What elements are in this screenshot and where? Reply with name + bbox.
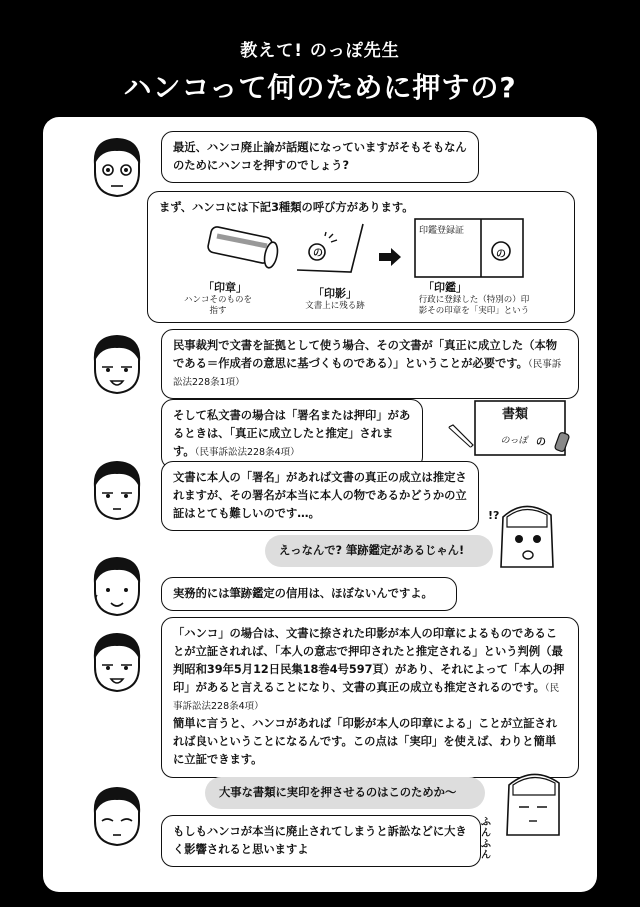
question-2-text: えっなんで? 筆跡鑑定があるじゃん!: [279, 544, 465, 557]
inkan-label: 「印鑑」: [423, 281, 467, 294]
surprise-sfx: !?: [488, 509, 500, 522]
document-title: 書類: [501, 407, 528, 422]
stamp-char: の: [313, 248, 323, 259]
intro-text: まず、ハンコには下記3種類の呼び方があります。: [159, 201, 414, 214]
inkan-card-left: 印鑑登録証: [419, 226, 465, 236]
question-1-text: 最近、ハンコ廃止論が話題になっていますがそもそもなんのためにハンコを押すのでしょう?: [173, 141, 467, 173]
answer-bubble-5: [161, 577, 457, 611]
question-bubble-1: [161, 131, 479, 183]
question-bubble-2: [265, 535, 493, 567]
man-face: [87, 134, 147, 200]
answer-2-source: （民事訴訟法228条1項）: [173, 359, 562, 389]
subtitle: 教えて! のっぽ先生: [240, 41, 400, 61]
document-stamp: の: [536, 437, 546, 448]
hanko-label: 「印章」: [203, 281, 247, 294]
man-face: [87, 553, 147, 619]
man-face: [87, 629, 147, 695]
nodding-sfx: ふんふん: [481, 817, 491, 861]
answer-bubble-6: [161, 617, 579, 778]
answer-5-text: 実務的には筆跡鑑定の信用は、ほぼないんですよ。: [173, 587, 433, 600]
hanko-desc: ハンコそのものを指す: [183, 295, 252, 317]
man-face: [87, 783, 147, 849]
hanko-illustration: [203, 222, 283, 274]
woman-face: [499, 763, 569, 843]
man-face: [87, 457, 147, 523]
answer-3-source: （民事訴訟法228条4項）: [194, 447, 300, 459]
answer-bubble-2: [161, 329, 579, 399]
man-face: [87, 331, 147, 397]
answer-bubble-3: [161, 399, 423, 469]
answer-7-text: もしもハンコが本当に廃止されてしまうと訴訟などに大きく影響されると思いますよ: [173, 825, 467, 857]
answer-6b-text: 簡単に言うと、ハンコがあれば「印影が本人の印章による」ことが立証されれば良いということになるんです。この点は「実印」を使えば、わりと簡単に立証できます。: [173, 717, 558, 767]
arrow-icon: [377, 247, 403, 267]
answer-bubble-7: [161, 815, 481, 867]
document-sign: のっぽ: [500, 436, 528, 446]
ineiku-desc: 文書上に残る跡: [305, 301, 365, 311]
paper-stamp: [295, 222, 365, 274]
answer-3-text: そして私文書の場合は「署名または押印」があるときは、「真正に成立したと推定」されます。: [173, 409, 411, 459]
inkan-desc: 行政に登録した（特別の）印影その印章を「実印」という: [418, 295, 530, 317]
question-3-text: 大事な書類に実印を押させるのはこのためか〜: [219, 786, 457, 799]
ineiku-label: 「印影」: [313, 287, 357, 300]
page-title: ハンコって何のために押すの?: [123, 71, 517, 104]
inkan-card-right: の: [496, 249, 506, 260]
answer-6-text: 「ハンコ」の場合は、文書に捺された印影が本人の印章によるものであることが立証されれば、「本人の意志で押印されたと推定される」という判例（最判昭和39年5月12日民集18巻4号597頁）があり、それによって「本人の押印」があると言えることになり、文書の真正の成立も推定されるのです。: [173, 627, 565, 695]
answer-2-text: 民事裁判で文書を証拠として使う場合、その文書が「真正に成立した（本物である＝作成者の意思に基づくものである）」ということが必要です。: [173, 339, 558, 371]
woman-face: [495, 497, 559, 577]
answer-6-source: （民事訴訟法228条4項）: [173, 683, 560, 713]
content-panel: [43, 117, 597, 892]
answer-bubble-4: [161, 461, 479, 531]
answer-4-text: 文書に本人の「署名」があれば文書の真正の成立は推定されますが、その署名が本当に本人の物であるかどうかの立証はとても難しいのです…。: [173, 471, 467, 521]
question-bubble-3: [205, 777, 485, 809]
